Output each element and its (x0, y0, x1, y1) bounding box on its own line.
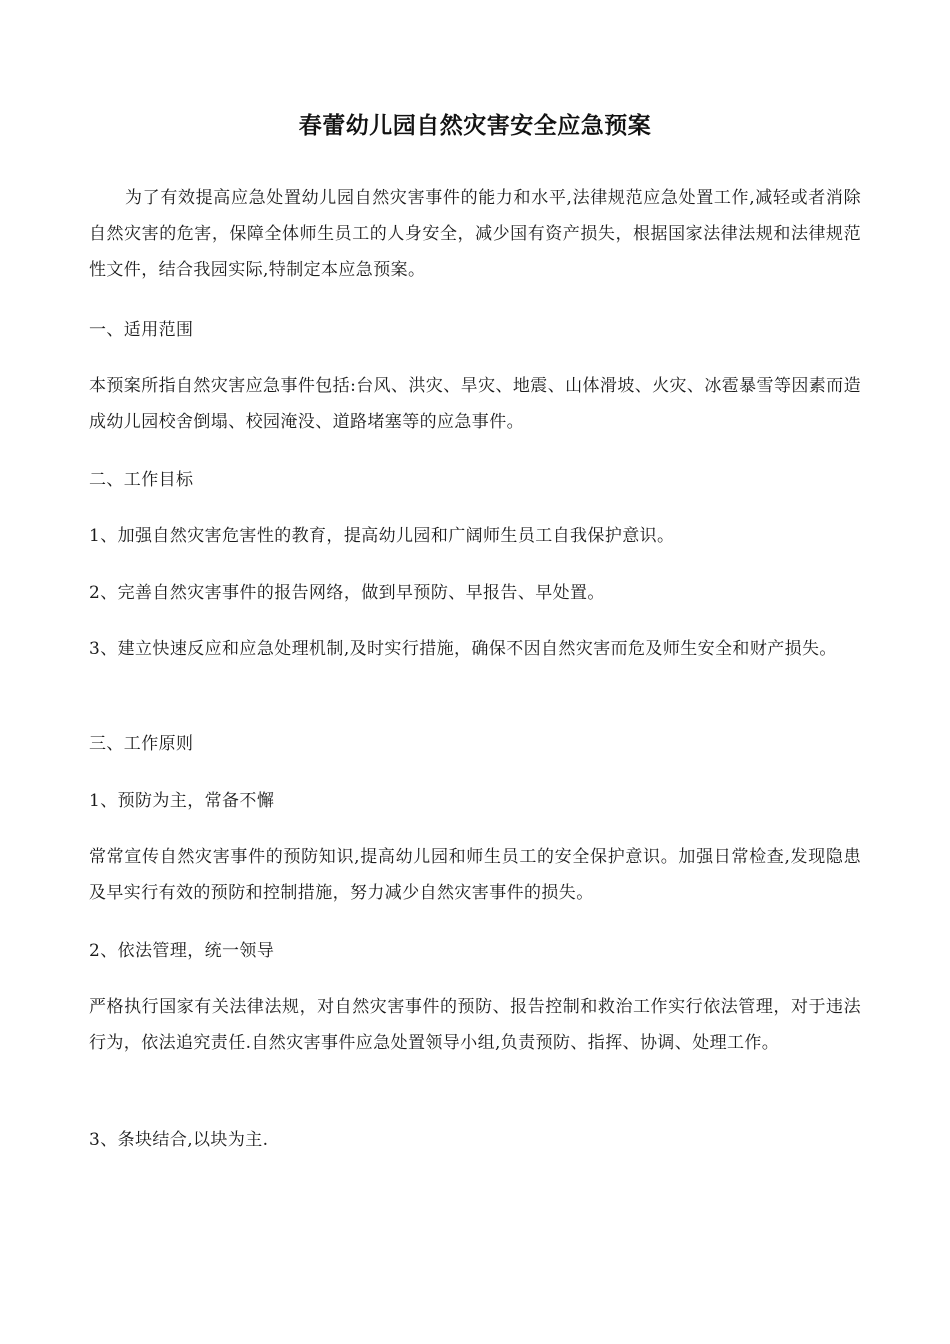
principle-paragraph-1: 常常宣传自然灾害事件的预防知识,提高幼儿园和师生员工的安全保护意识。加强日常检查,发现隐患及早实行有效的预防和控制措施，努力减少自然灾害事件的损失。 (89, 847, 861, 903)
intro-paragraph: 为了有效提高应急处置幼儿园自然灾害事件的能力和水平,法律规范应急处置工作,减轻或者消除自然灾害的危害，保障全体师生员工的人身安全，减少国有资产损失，根据国家法律法规和法律规范性文件，结合我园实际,特制定本应急预案。 (89, 188, 861, 280)
principle-heading-2: 2、依法管理，统一领导 (89, 941, 275, 961)
document-title: 春蕾幼儿园自然灾害安全应急预案 (298, 113, 652, 139)
principle-heading-1: 1、预防为主，常备不懈 (89, 791, 275, 811)
section-heading-goals: 二、工作目标 (89, 470, 194, 490)
section-heading-principles: 三、工作原则 (89, 734, 194, 754)
goal-item-2: 2、完善自然灾害事件的报告网络，做到早预防、早报告、早处置。 (89, 583, 605, 603)
section-heading-scope: 一、适用范围 (89, 320, 194, 340)
goal-item-3: 3、建立快速反应和应急处理机制,及时实行措施，确保不因自然灾害而危及师生安全和财产损失。 (89, 639, 837, 659)
principle-heading-3: 3、条块结合,以块为主. (89, 1130, 269, 1150)
goal-item-1: 1、加强自然灾害危害性的教育，提高幼儿园和广阔师生员工自我保护意识。 (89, 526, 675, 546)
scope-paragraph: 本预案所指自然灾害应急事件包括:台风、洪灾、旱灾、地震、山体滑坡、火灾、冰雹暴雪等因素而造成幼儿园校舍倒塌、校园淹没、道路堵塞等的应急事件。 (89, 376, 861, 432)
principle-paragraph-2: 严格执行国家有关法律法规，对自然灾害事件的预防、报告控制和救治工作实行依法管理，对于违法行为，依法追究责任.自然灾害事件应急处置领导小组,负责预防、指挥、协调、处理工作。 (89, 997, 861, 1053)
